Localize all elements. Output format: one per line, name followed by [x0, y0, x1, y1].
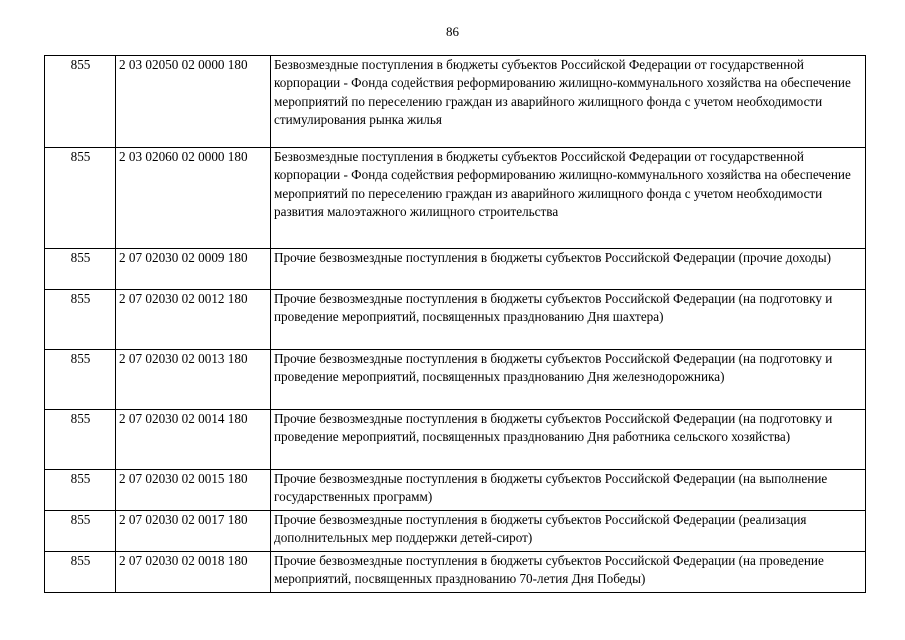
admin-code-cell: 855: [45, 470, 116, 511]
admin-code-cell: 855: [45, 290, 116, 350]
admin-code-cell: 855: [45, 552, 116, 593]
table-row: [45, 410, 866, 470]
budget-code-cell: 2 07 02030 02 0015 180: [116, 470, 271, 511]
table-row: [45, 148, 866, 249]
admin-code-cell: 855: [45, 511, 116, 552]
revenue-name-cell: Прочие безвозмездные поступления в бюджеты субъектов Российской Федерации (на подготовку и проведение мероприятий, посвященных празднованию Дня работника сельского хозяйства): [271, 410, 866, 470]
admin-code-cell: 855: [45, 56, 116, 148]
admin-code-cell: 855: [45, 350, 116, 410]
budget-code-cell: 2 07 02030 02 0009 180: [116, 249, 271, 290]
budget-code-cell: 2 07 02030 02 0018 180: [116, 552, 271, 593]
revenue-name-cell: Безвозмездные поступления в бюджеты субъектов Российской Федерации от государственной корпорации - Фонда содействия реформированию жилищно-коммунального хозяйства на обеспечение мероприятий по переселению граждан из аварийного жилищного фонда с учетом необходимости развития малоэтажного жилищного строительства: [271, 148, 866, 249]
table-row: [45, 249, 866, 290]
table-row: [45, 552, 866, 593]
revenue-name-cell: Прочие безвозмездные поступления в бюджеты субъектов Российской Федерации (прочие доходы): [271, 249, 866, 290]
budget-classification-table: [44, 55, 866, 593]
budget-code-cell: 2 03 02060 02 0000 180: [116, 148, 271, 249]
revenue-name-cell: Безвозмездные поступления в бюджеты субъектов Российской Федерации от государственной корпорации - Фонда содействия реформированию жилищно-коммунального хозяйства на обеспечение мероприятий по переселению граждан из аварийного жилищного фонда с учетом необходимости стимулирования рынка жилья: [271, 56, 866, 148]
table-row: [45, 350, 866, 410]
budget-code-cell: 2 03 02050 02 0000 180: [116, 56, 271, 148]
revenue-name-cell: Прочие безвозмездные поступления в бюджеты субъектов Российской Федерации (на проведение мероприятий, посвященных празднованию 70-летия Дня Победы): [271, 552, 866, 593]
table-row: [45, 56, 866, 148]
revenue-name-cell: Прочие безвозмездные поступления в бюджеты субъектов Российской Федерации (реализация дополнительных мер поддержки детей-сирот): [271, 511, 866, 552]
budget-code-cell: 2 07 02030 02 0013 180: [116, 350, 271, 410]
budget-code-cell: 2 07 02030 02 0012 180: [116, 290, 271, 350]
revenue-name-cell: Прочие безвозмездные поступления в бюджеты субъектов Российской Федерации (на подготовку и проведение мероприятий, посвященных празднованию Дня шахтера): [271, 290, 866, 350]
page-number: 86: [446, 24, 459, 39]
admin-code-cell: 855: [45, 249, 116, 290]
admin-code-cell: 855: [45, 148, 116, 249]
table-row: [45, 511, 866, 552]
budget-code-cell: 2 07 02030 02 0017 180: [116, 511, 271, 552]
admin-code-cell: 855: [45, 410, 116, 470]
table-row: [45, 470, 866, 511]
table-row: [45, 290, 866, 350]
revenue-name-cell: Прочие безвозмездные поступления в бюджеты субъектов Российской Федерации (на выполнение государственных программ): [271, 470, 866, 511]
budget-code-cell: 2 07 02030 02 0014 180: [116, 410, 271, 470]
revenue-name-cell: Прочие безвозмездные поступления в бюджеты субъектов Российской Федерации (на подготовку и проведение мероприятий, посвященных празднованию Дня железнодорожника): [271, 350, 866, 410]
